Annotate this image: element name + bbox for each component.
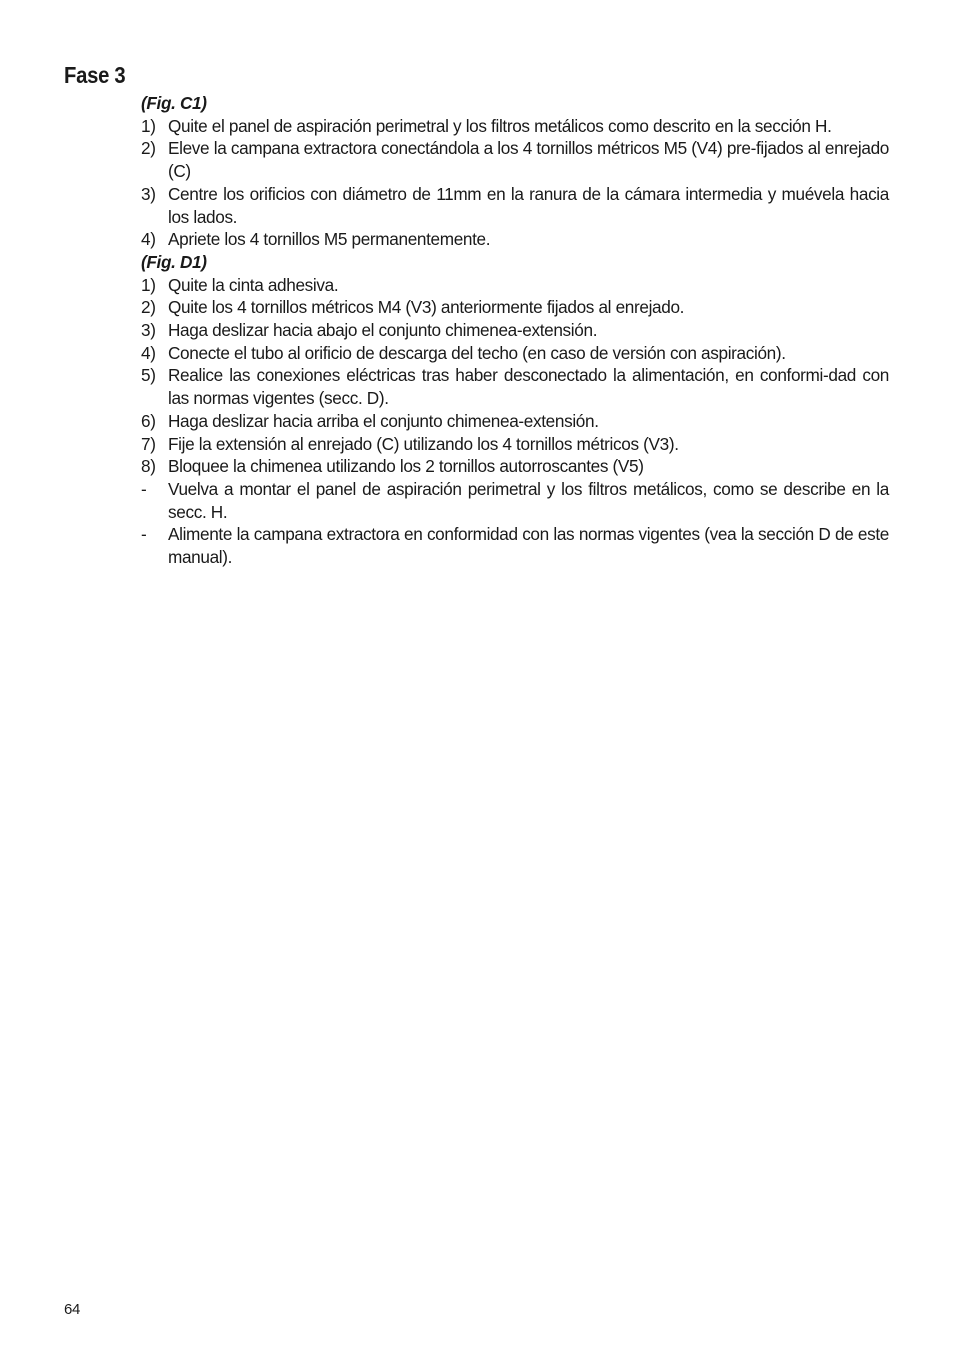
step-marker: 2) <box>141 138 156 159</box>
step-text: Conecte el tubo al orificio de descarga del techo (en caso de versión con aspiración). <box>168 342 786 363</box>
page-number: 64 <box>64 1301 81 1318</box>
step-marker: 2) <box>141 297 156 318</box>
list-item <box>141 433 889 456</box>
step-text: Eleve la campana extractora conectándola a los 4 tornillos métricos M5 (V4) pre-fijados al enrejado (C) <box>168 138 889 182</box>
step-marker: 8) <box>141 456 156 477</box>
list-item <box>141 342 889 365</box>
list-item <box>141 115 889 138</box>
list-item <box>141 319 889 342</box>
list-item <box>141 410 889 433</box>
step-marker: 7) <box>141 433 156 454</box>
step-text: Centre los orificios con diámetro de 11mm en la ranura de la cámara intermedia y muévela hacia los lados. <box>168 183 889 227</box>
fig-c1-steps <box>141 115 889 251</box>
page-title: Fase 3 <box>64 62 126 88</box>
step-text: Quite la cinta adhesiva. <box>168 274 339 295</box>
step-marker: - <box>141 524 147 545</box>
list-item <box>141 455 889 478</box>
fig-d1-steps <box>141 274 889 569</box>
step-text: Realice las conexiones eléctricas tras haber desconectado la alimentación, en conformi-dad con las normas vigentes (secc. D). <box>168 365 889 409</box>
list-item <box>141 183 889 228</box>
step-text: Quite los 4 tornillos métricos M4 (V3) anteriormente fijados al enrejado. <box>168 297 685 318</box>
fig-c1-label: (Fig. C1) <box>141 93 207 113</box>
step-marker: 6) <box>141 410 156 431</box>
list-item <box>141 137 889 182</box>
step-marker: 1) <box>141 274 156 295</box>
step-marker: - <box>141 478 147 499</box>
step-text: Quite el panel de aspiración perimetral y los filtros metálicos como descrito en la sección H. <box>168 115 832 136</box>
step-marker: 4) <box>141 342 156 363</box>
step-marker: 5) <box>141 365 156 386</box>
step-text: Haga deslizar hacia abajo el conjunto chimenea-extensión. <box>168 320 598 340</box>
step-text: Fije la extensión al enrejado (C) utilizando los 4 tornillos métricos (V3). <box>168 433 679 454</box>
list-item <box>141 364 889 409</box>
list-item <box>141 478 889 523</box>
step-marker: 1) <box>141 115 156 136</box>
step-marker: 3) <box>141 183 156 204</box>
fig-d1-label: (Fig. D1) <box>141 251 207 272</box>
step-marker: 4) <box>141 229 156 250</box>
step-text: Vuelva a montar el panel de aspiración perimetral y los filtros metálicos, como se describe en la secc. H. <box>168 478 889 522</box>
step-text: Apriete los 4 tornillos M5 permanentemente. <box>168 229 491 250</box>
list-item <box>141 523 889 568</box>
list-item <box>141 296 889 319</box>
step-text: Alimente la campana extractora en conformidad con las normas vigentes (vea la sección D de este manual). <box>168 524 889 568</box>
step-text: Bloquee la chimenea utilizando los 2 tornillos autorroscantes (V5) <box>168 456 644 477</box>
step-text: Haga deslizar hacia arriba el conjunto chimenea-extensión. <box>168 410 599 431</box>
list-item <box>141 228 889 251</box>
step-marker: 3) <box>141 320 156 340</box>
list-item <box>141 274 889 297</box>
instructions-body <box>141 92 889 569</box>
